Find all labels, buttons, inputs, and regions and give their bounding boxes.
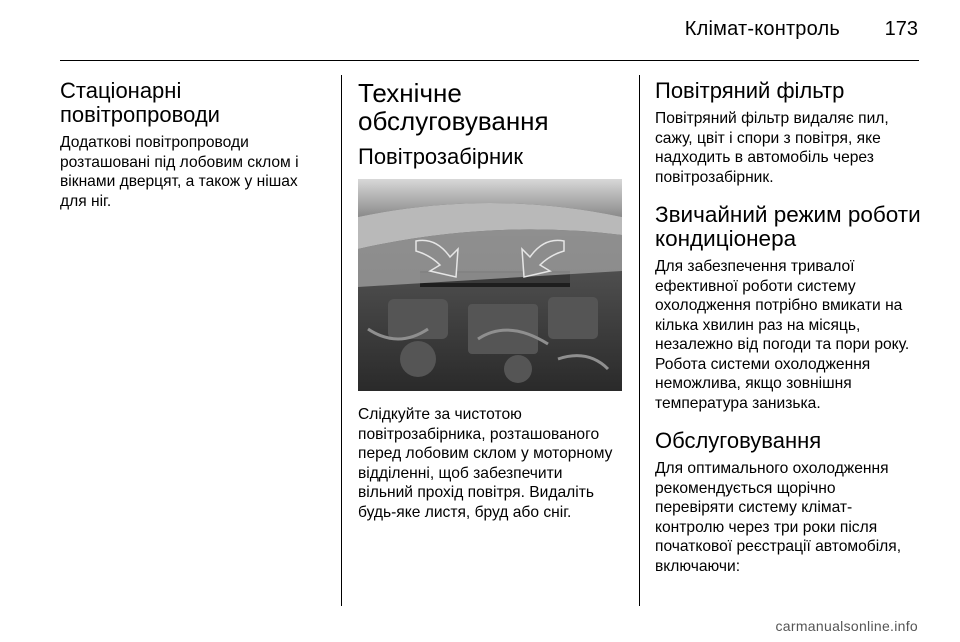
section-body-air-ducts: Додаткові повітропроводи розташовані під лобовим склом і вікнами дверцят, а також у нішах для ніг. — [60, 134, 299, 210]
watermark: carmanualsonline.info — [775, 618, 918, 634]
section-heading-ac-normal-mode: Звичайний режим роботи кондиціонера — [655, 202, 921, 251]
engine-bay-illustration — [358, 179, 622, 391]
section-heading-air-ducts: Стаціонарні повітропроводи — [60, 78, 220, 127]
column-1 — [60, 79, 332, 211]
section-heading-air-intake: Повітрозабірник — [358, 144, 524, 169]
page-number: 173 — [884, 18, 918, 40]
column-3 — [655, 79, 923, 576]
running-header-title: Клімат-контроль — [684, 18, 840, 40]
section-heading-air-filter: Повітряний фільтр — [655, 78, 845, 103]
section-body-air-intake: Слідкуйте за чистотою повітрозабірника, розташованого перед лобовим склом у моторному відділенні, щоб забезпечити вільний прохід повітря. Видаліть будь-яке листя, бруд або сніг. — [358, 406, 613, 521]
chapter-heading-maintenance: Технічне обслуговування — [358, 78, 549, 136]
header-rule — [60, 60, 919, 61]
engine-bay-photo — [358, 179, 622, 391]
column-2 — [358, 79, 624, 522]
section-body-servicing: Для оптимального охолодження рекомендується щорічно перевіряти систему клімат- контролю через три роки після початкової реєстрації автомобіля, включаючи: — [655, 460, 902, 575]
column-divider-1 — [341, 75, 342, 606]
section-body-air-filter: Повітряний фільтр видаляє пил, сажу, цвіт і спори з повітря, яке надходить в автомобіль через повітрозабірник. — [655, 110, 889, 186]
column-divider-2 — [639, 75, 640, 606]
section-body-ac-normal-mode: Для забезпечення тривалої ефективної роботи систему охолодження потрібно вмикати на кілька хвилин раз на місяць, незалежно від погоди та пори року. Робота системи охолодження неможлива, якщо зовнішня температура занизька. — [655, 258, 910, 412]
section-heading-servicing: Обслуговування — [655, 428, 822, 453]
